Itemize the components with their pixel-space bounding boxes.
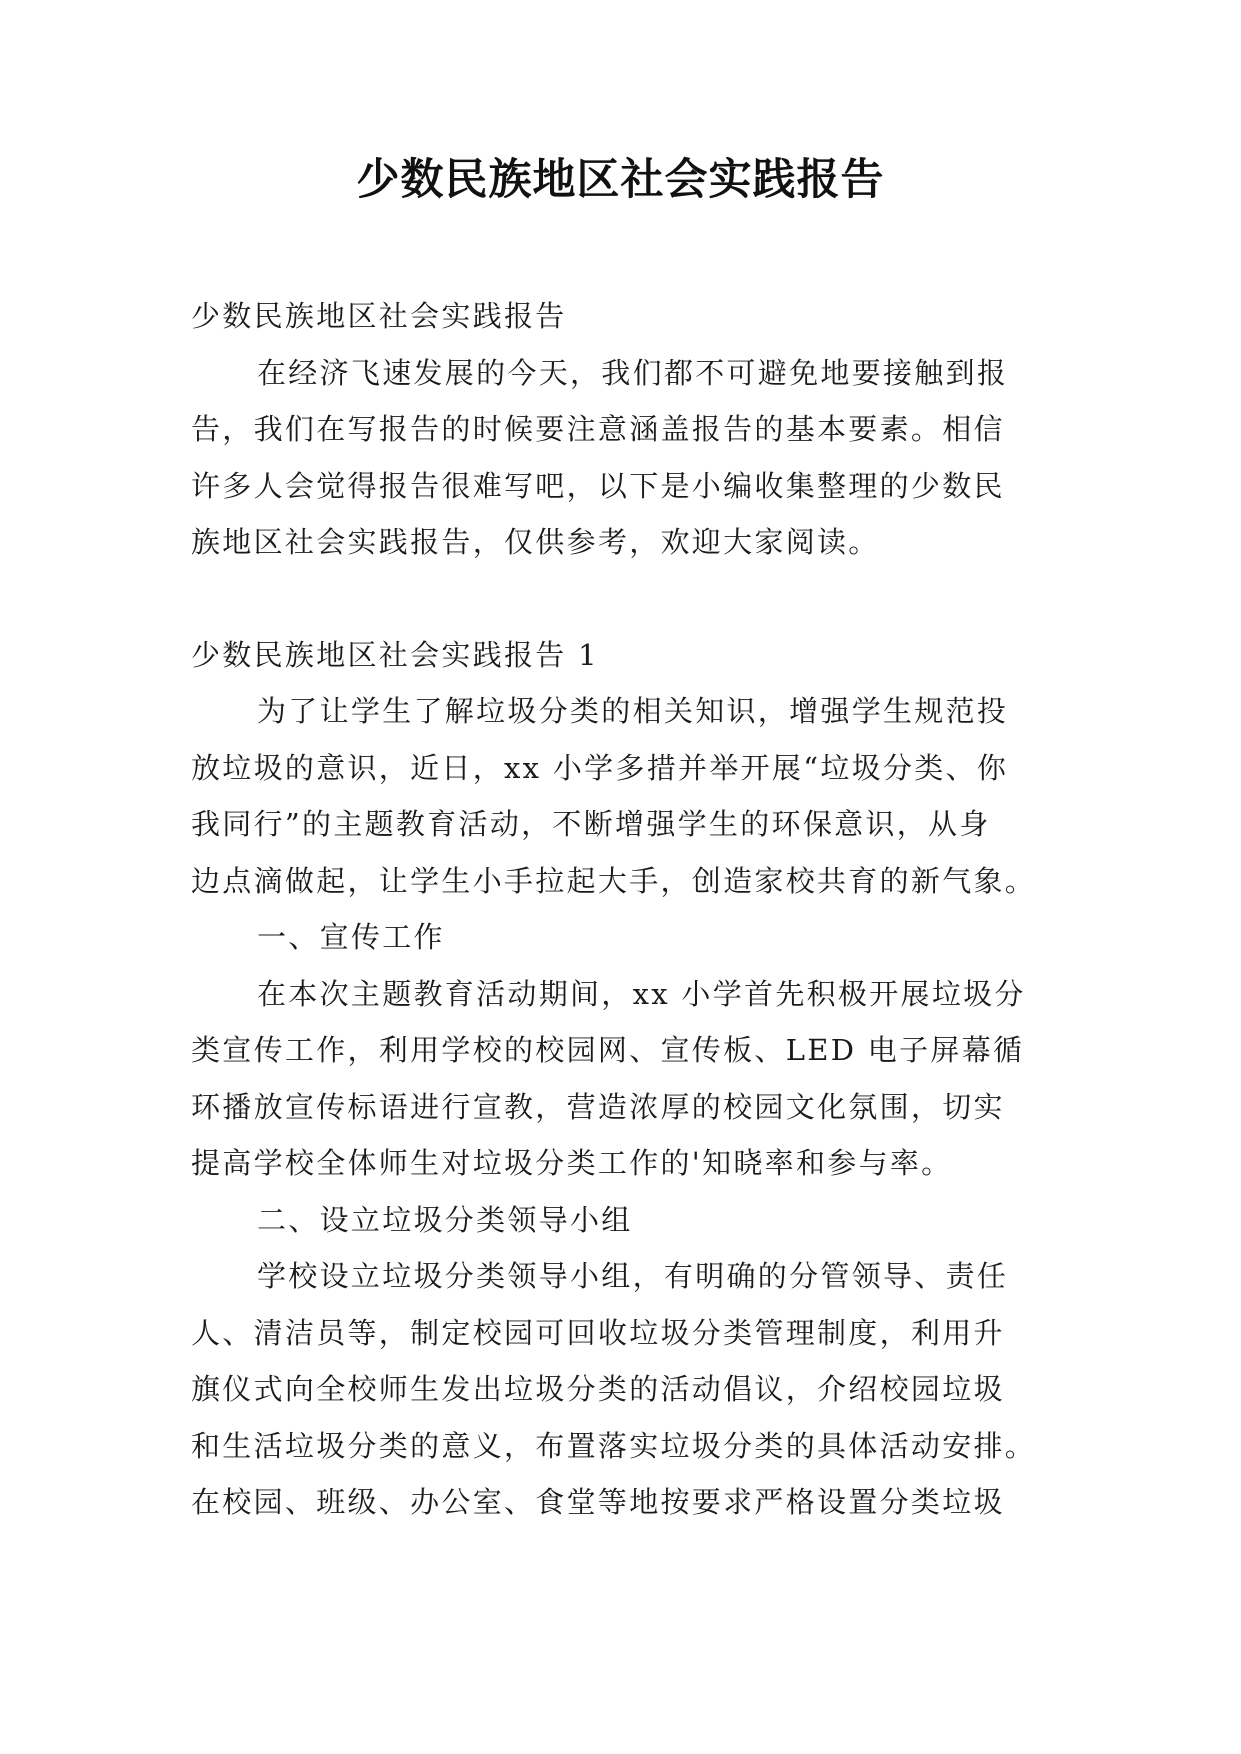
paragraph-line: 学校设立垃圾分类领导小组，有明确的分管领导、责任: [257, 1259, 1009, 1293]
paragraph-line: 我同行”的主题教育活动，不断增强学生的环保意识，从身: [191, 807, 991, 841]
intro-line: 许多人会觉得报告很难写吧，以下是小编收集整理的少数民: [191, 468, 1005, 503]
paragraph-line: 边点滴做起，让学生小手拉起大手，创造家校共育的新气象。: [191, 863, 1037, 898]
intro-line: 在经济飞速发展的今天，我们都不可避免地要接触到报: [257, 355, 1009, 390]
paragraph-line: 在本次主题教育活动期间，xx 小学首先积极开展垃圾分: [257, 976, 1026, 1011]
intro-heading: 少数民族地区社会实践报告: [191, 299, 567, 333]
paragraph-line: 类宣传工作，利用学校的校园网、宣传板、LED 电子屏幕循: [191, 1033, 1025, 1067]
paragraph-line: 提高学校全体师生对垃圾分类工作的'知晓率和参与率。: [191, 1146, 953, 1180]
subsection-heading: 一、宣传工作: [257, 920, 445, 954]
paragraph-line: 环播放宣传标语进行宣教，营造浓厚的校园文化氛围，切实: [191, 1089, 1005, 1124]
paragraph-line: 和生活垃圾分类的意义，布置落实垃圾分类的具体活动安排。: [191, 1428, 1037, 1463]
intro-line: 族地区社会实践报告，仅供参考，欢迎大家阅读。: [191, 525, 880, 559]
paragraph-line: 旗仪式向全校师生发出垃圾分类的活动倡议，介绍校园垃圾: [191, 1372, 1005, 1406]
paragraph-line: 放垃圾的意识，近日，xx 小学多措并举开展“垃圾分类、你: [191, 750, 1009, 785]
paragraph-line: 为了让学生了解垃圾分类的相关知识，增强学生规范投: [257, 694, 1009, 728]
paragraph-line: 在校园、班级、办公室、食堂等地按要求严格设置分类垃圾: [191, 1485, 1005, 1519]
section-heading: 少数民族地区社会实践报告 1: [191, 637, 599, 672]
document-body: [191, 288, 1053, 1531]
paragraph-gap: [191, 571, 1053, 627]
document-title: 少数民族地区社会实践报告: [356, 155, 885, 205]
intro-line: 告，我们在写报告的时候要注意涵盖报告的基本要素。相信: [191, 412, 1005, 446]
subsection-heading: 二、设立垃圾分类领导小组: [257, 1202, 633, 1237]
paragraph-line: 人、清洁员等，制定校园可回收垃圾分类管理制度，利用升: [191, 1315, 1005, 1350]
